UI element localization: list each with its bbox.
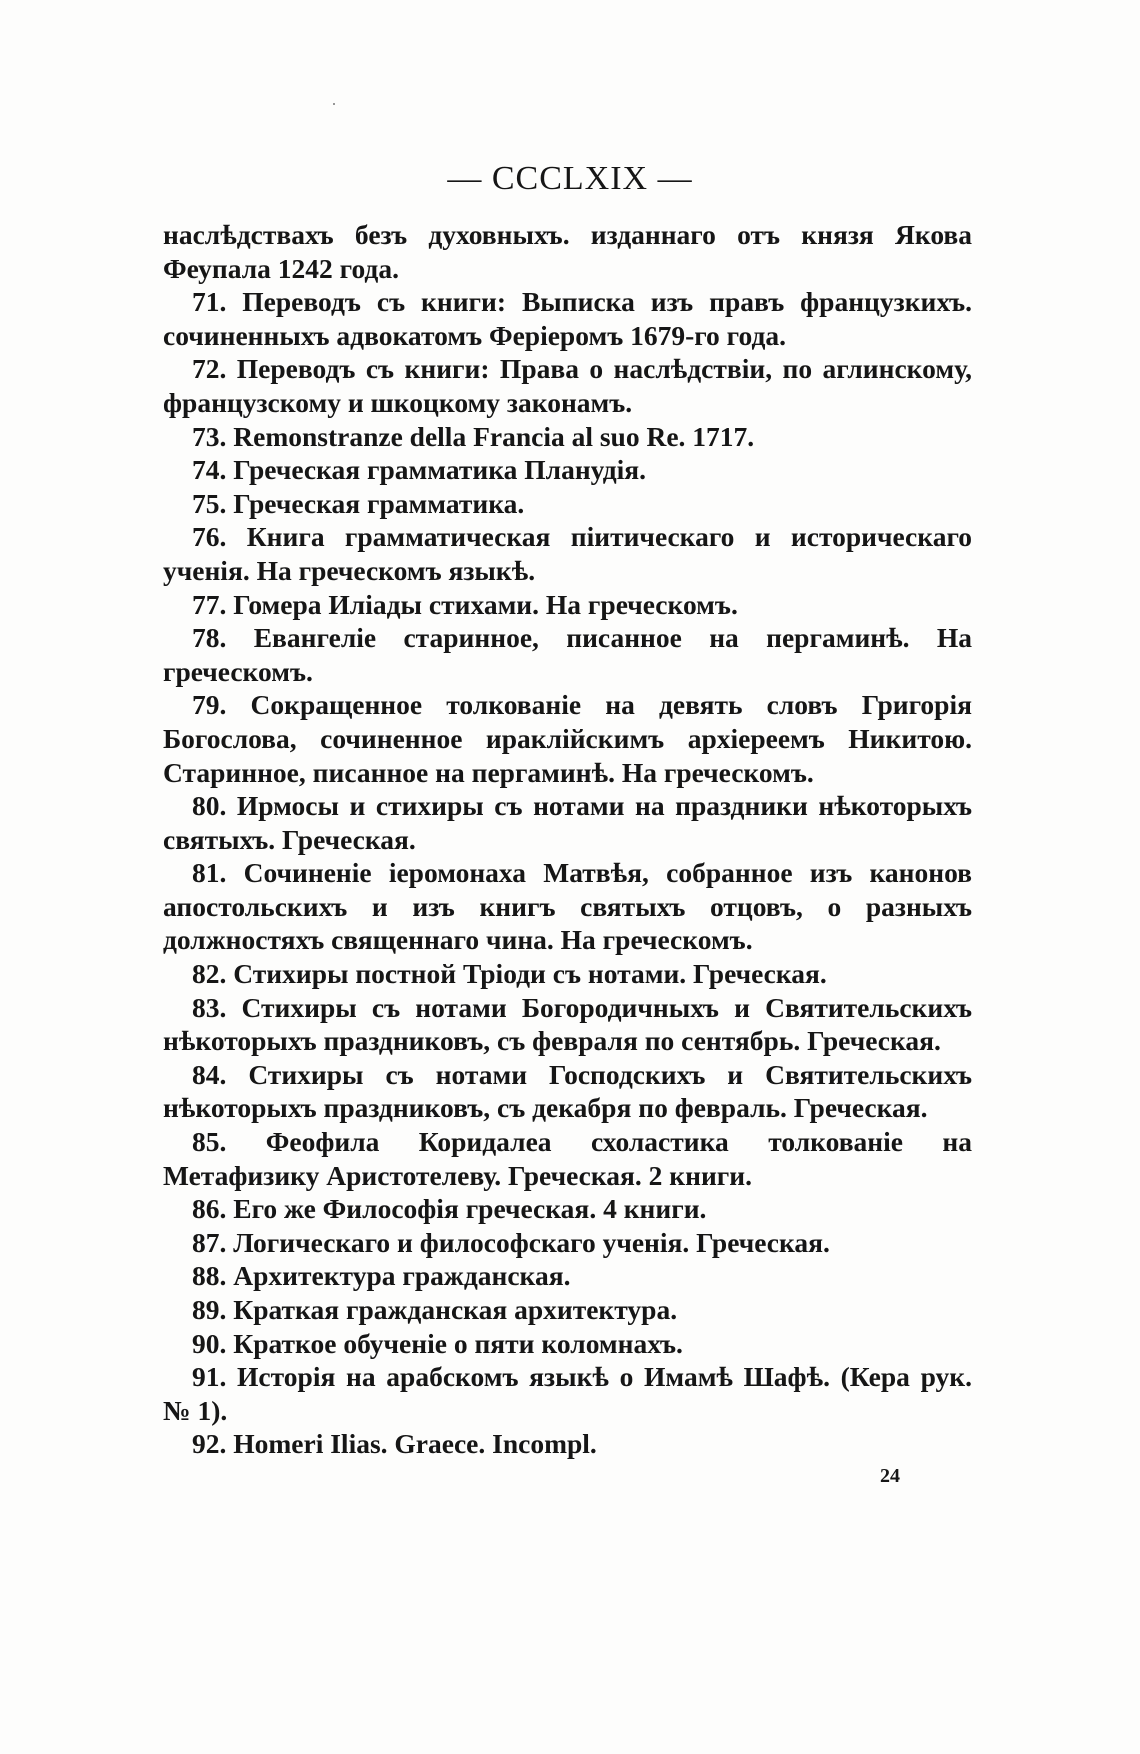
entry-79: 79. Сокращенное толкованіе на девять словъ Григорія Богослова, сочиненное ираклійскимъ архіереемъ Никитою. Старинное, писанное на пергаминѣ. На греческомъ. — [163, 689, 972, 788]
entry-77: 77. Гомера Иліады стихами. На греческомъ. — [192, 588, 738, 620]
entry-75: 75. Греческая грамматика. — [192, 487, 525, 519]
entry-73: 73. Remonstranze della Francia al suo Re. 1717. — [192, 420, 755, 452]
entry-88: 88. Архитектура гражданская. — [192, 1260, 571, 1292]
paper-speck — [333, 103, 335, 105]
body-text — [163, 218, 972, 1461]
entry-83: 83. Стихиры съ нотами Богородичныхъ и Святительскихъ нѣкоторыхъ праздниковъ, съ февраля по сентябрь. Греческая. — [163, 991, 972, 1057]
entry-86: 86. Его же Философія греческая. 4 книги. — [192, 1193, 707, 1225]
entry-78: 78. Евангеліе старинное, писанное на пергаминѣ. На греческомъ. — [163, 622, 972, 687]
entry-81: 81. Сочиненіе іеромонаха Матвѣя, собранное изъ канонов апостольскихъ и изъ книгъ святыхъ отцовъ, о разныхъ должностяхъ священнаго чина. На греческомъ. — [163, 857, 972, 956]
entry-82: 82. Стихиры постной Тріоди съ нотами. Греческая. — [192, 958, 827, 990]
entry-90: 90. Краткое обученіе о пяти коломнахъ. — [192, 1327, 683, 1359]
page-header: — CCCLXIX — — [447, 160, 693, 197]
entry-72: 72. Переводъ съ книги: Права о наслѣдствіи, по аглинскому, французскому и шкоцкому законамъ. — [163, 353, 972, 418]
signature-mark: 24 — [880, 1465, 900, 1487]
entry-74: 74. Греческая грамматика Планудія. — [192, 454, 647, 486]
entry-92: 92. Homeri Ilias. Graece. Incompl. — [192, 1428, 597, 1460]
entry-continuation: наслѣдствахъ безъ духовныхъ. изданнаго отъ князя Якова Феупала 1242 года. — [163, 219, 972, 284]
entry-76: 76. Книга грамматическая піитическаго и историческаго ученія. На греческомъ языкѣ. — [163, 521, 972, 586]
entry-80: 80. Ирмосы и стихиры съ нотами на праздники нѣкоторыхъ святыхъ. Греческая. — [163, 790, 972, 855]
entry-91: 91. Исторія на арабскомъ языкѣ о Имамѣ Шафѣ. (Кера рук. № 1). — [163, 1361, 972, 1426]
entry-87: 87. Логическаго и философскаго ученія. Греческая. — [192, 1226, 830, 1258]
entry-71: 71. Переводъ съ книги: Выписка изъ правъ французкихъ. сочиненныхъ адвокатомъ Феріеромъ 1679-го года. — [163, 286, 972, 351]
entry-85: 85. Феофила Коридалеа схоластика толкованіе на Метафизику Аристотелеву. Греческая. 2 книги. — [163, 1126, 972, 1191]
entry-84: 84. Стихиры съ нотами Господскихъ и Святительскихъ нѣкоторыхъ праздниковъ, съ декабря по февраль. Греческая. — [163, 1058, 972, 1124]
entry-89: 89. Краткая гражданская архитектура. — [192, 1294, 678, 1325]
